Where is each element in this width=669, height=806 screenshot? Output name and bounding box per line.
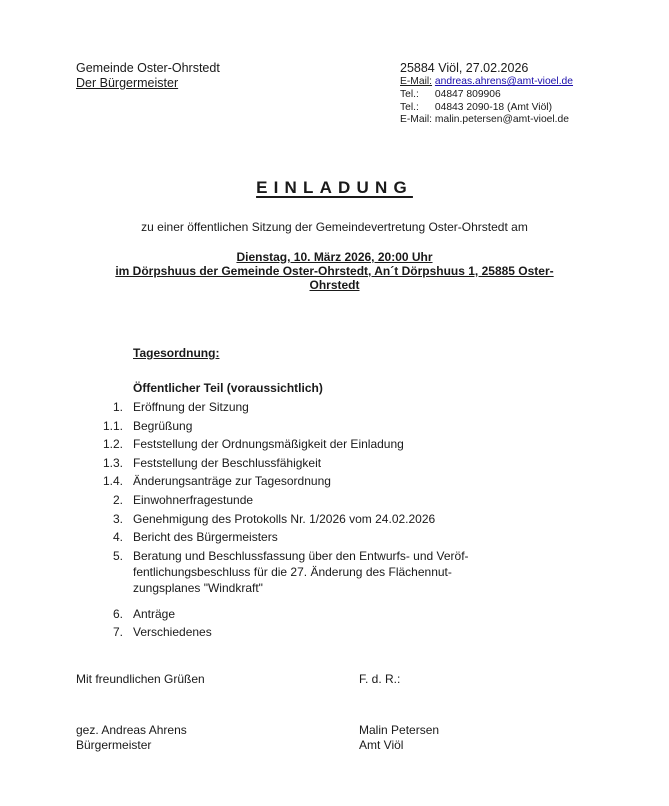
agenda-item <box>0 417 669 436</box>
agenda-item-text: Begrüßung <box>133 418 193 433</box>
agenda-item <box>0 491 669 510</box>
agenda-item-number: 6. <box>112 606 123 621</box>
agenda-item <box>0 510 669 529</box>
email-link-ahrens[interactable]: andreas.ahrens@amt-vioel.de <box>434 76 574 87</box>
signer-role: Bürgermeister <box>76 738 152 752</box>
invitation-intro: zu einer öffentlichen Sitzung der Gemeindevertretung Oster-Ohrstedt am <box>141 220 528 234</box>
agenda-item-text: Eröffnung der Sitzung <box>133 400 249 414</box>
agenda-item-number: 2. <box>112 492 123 507</box>
agenda-item-number: 1.1. <box>102 418 123 433</box>
tel-line-2 <box>400 102 573 115</box>
email-petersen: malin.petersen@amt-vioel.de <box>434 114 569 126</box>
agenda-item <box>0 623 669 642</box>
email-line-2 <box>400 114 573 127</box>
agenda-item-text: Feststellung der Beschlussfähigkeit <box>133 455 322 470</box>
agenda-item-text: Feststellung der Ordnungsmäßigkeit der Einladung <box>133 437 404 452</box>
document-title: EINLADUNG <box>256 178 413 197</box>
agenda-item-number: 4. <box>112 530 123 545</box>
agenda-item-number: 1.4. <box>102 474 123 489</box>
signature-mayor <box>76 723 187 753</box>
meeting-datetime: Dienstag, 10. März 2026, 20:00 Uhr <box>236 250 433 264</box>
email-label: E-Mail: <box>400 76 433 87</box>
agenda-item-number: 5. <box>112 548 123 563</box>
agenda-item-text: Verschiedenes <box>133 625 212 640</box>
agenda-item <box>0 435 669 454</box>
sender-office: Der Bürgermeister <box>76 76 179 90</box>
agenda-item-text-line: Beratung und Beschlussfassung über den Entwurfs- und Veröf- <box>133 548 469 563</box>
email-line-1 <box>400 76 573 89</box>
agenda-item-text: Anträge <box>133 606 176 621</box>
agenda-item-number: 1.3. <box>102 455 123 470</box>
meeting-location-line2: Ohrstedt <box>309 278 360 292</box>
agenda-item-text-line: zungsplanes "Windkraft" <box>133 581 263 596</box>
agenda-section-public: Öffentlicher Teil (voraussichtlich) <box>133 381 323 395</box>
meeting-details <box>0 250 669 292</box>
agenda-item-text: Einwohnerfragestunde <box>133 492 254 507</box>
agenda-item-number: 3. <box>112 511 123 526</box>
municipality-name: Gemeinde Oster-Ohrstedt <box>76 61 220 75</box>
tel-number-2: 04843 2090-18 (Amt Viöl) <box>434 101 553 113</box>
agenda-item-text: Bericht des Bürgermeisters <box>133 530 278 545</box>
agenda-item <box>0 472 669 491</box>
agenda-item-number: 1. <box>112 400 123 414</box>
agenda-item-text: Änderungsanträge zur Tagesordnung <box>133 474 331 489</box>
agenda-item-text: Genehmigung des Protokolls Nr. 1/2026 vom 24.02.2026 <box>133 511 436 526</box>
contact-block <box>400 61 573 127</box>
fdr-label: F. d. R.: <box>359 672 401 686</box>
agenda-item <box>0 605 669 624</box>
agenda-item <box>0 547 669 605</box>
tel-label: Tel.: <box>400 88 419 100</box>
clerk-org: Amt Viöl <box>359 738 404 752</box>
sender-block <box>76 61 220 91</box>
email-label: E-Mail: <box>400 114 433 126</box>
tel-number-1: 04847 809906 <box>434 88 501 100</box>
agenda-item-number: 7. <box>112 625 123 640</box>
agenda-heading: Tagesordnung: <box>133 346 220 360</box>
clerk-name: Malin Petersen <box>359 723 440 737</box>
place-date: 25884 Viöl, 27.02.2026 <box>400 61 529 75</box>
agenda-item-text-line: fentlichungsbeschluss für die 27. Änderung des Flächennut- <box>133 564 452 579</box>
agenda-item <box>0 454 669 473</box>
agenda-list <box>0 398 669 642</box>
agenda-item <box>0 398 669 417</box>
tel-line-1 <box>400 89 573 102</box>
closing-greeting: Mit freundlichen Grüßen <box>76 672 205 686</box>
signer-name: gez. Andreas Ahrens <box>76 723 187 737</box>
signature-clerk <box>359 723 439 753</box>
agenda-item-text <box>133 547 513 597</box>
agenda-item <box>0 528 669 547</box>
tel-label: Tel.: <box>400 101 419 113</box>
agenda-item-number: 1.2. <box>102 437 123 452</box>
meeting-location-line1: im Dörpshuus der Gemeinde Oster-Ohrstedt, An´t Dörpshuus 1, 25885 Oster- <box>115 264 554 278</box>
